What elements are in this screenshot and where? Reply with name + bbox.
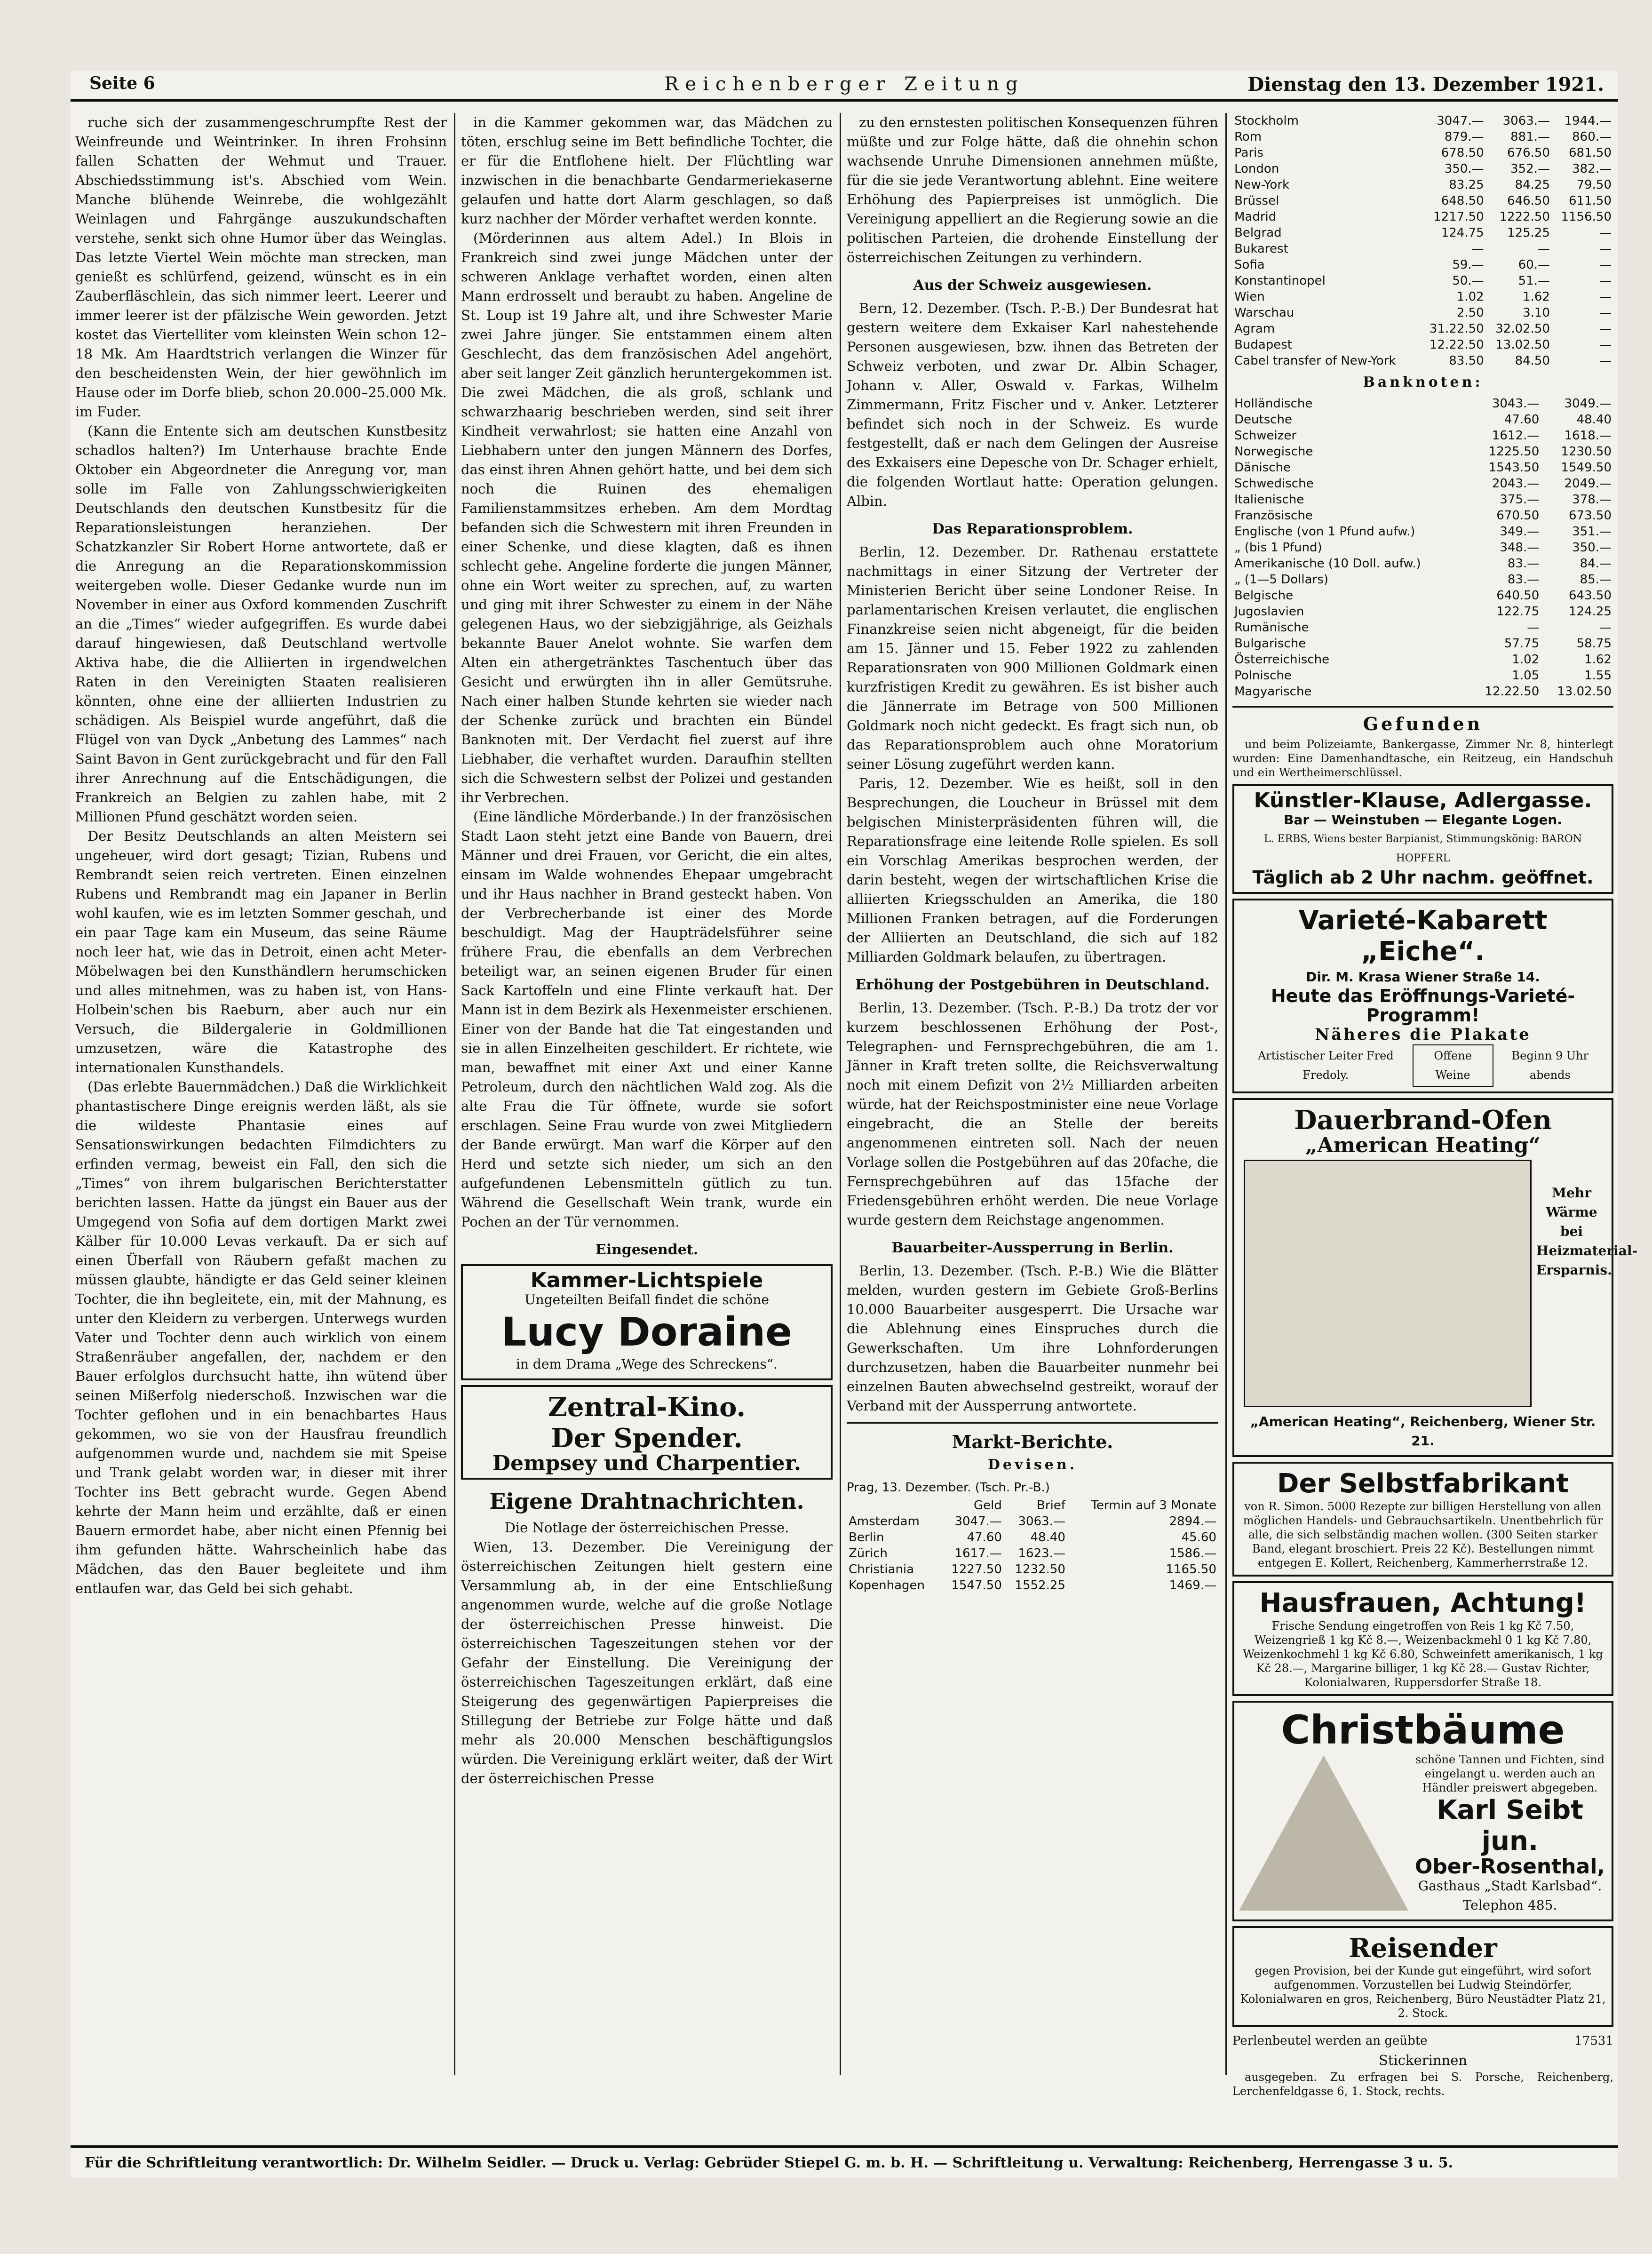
ad-body — [1239, 1752, 1607, 1915]
ad-title: Reisender — [1349, 1933, 1497, 1964]
article-text: ruche sich der zusammengeschrumpfte Rest der Weinfreunde und Weintrinker. In ihren Frohsinn fallen Schatten der Wehmut und Trauer. Abschiedsstimmung ist's. Abschied vom Wein. Manche blühende Weinrebe, die wohlgezählt Weinlagen und Fahrgänge auszukundschaften verstehe, senkt sich ohne Humor über das Weinglas. Das letzte Viertel Wein möchte man strecken, man genießt es schlürfend, geizend, wünscht es in ein Zauberfläschlein, das sich nimmer leert. Leerer und immer leerer ist der pfälzische Wein geworden. Jetzt kostet das Viertelliter vom kleinsten Wein schon 12–18 Mk. Am Haardtstrich verlangen die Winzer für den bescheidensten Wein, der hier gewöhnlich im Hause oder im Dorfe blieb, schon 20.000–25.000 Mk. im Fuder. — [75, 114, 447, 420]
found-text: und beim Polizeiamte, Bankergasse, Zimmer Nr. 8, hinterlegt wurden: Eine Damenhandtasche, ein Reitzeug, ein Handschuh und ein Wertheimerschlüssel. — [1232, 738, 1613, 779]
ad-subline: Ungeteilten Beifall findet die schöne — [524, 1292, 769, 1307]
article-text: Der Besitz Deutschlands an alten Meistern sei ungeheuer, wird dort gesagt; Tizian, Rubens und Rembrandt seien reich vertreten. Einen einzelnen Rubens und Rembrandt mag ein Japaner in Berlin wohl kaufen, wie es im letzten Sommer geschah, und ein paar Tage kam ein Museum, das seine Räume noch leer hat, wie das in Detroit, einen acht Meter-Möbelwagen bei den Kunsthändlern herumschicken und alles mitnehmen, was zu haben ist, von Hans-Holbein'schen bis Raeburn, aber auch nur ein Versuch, die Bildergalerie in Goldmillionen umzusetzen, wäre die Katastrophe des internationalen Kunsthandels. — [75, 828, 447, 1075]
ad-line: Perlenbeutel werden an geübte — [1232, 2034, 1428, 2048]
page-footer: Für die Schriftleitung verantwortlich: Dr. Wilhelm Seidler. — Druck u. Verlag: Gebrüder Stiepel G. m. b. H. — Schriftleitung u. Verwaltung: Reichenberg, Herrengasse 3 u. 5. — [71, 2145, 1618, 2178]
table-row: Madrid 1217.50 1222.50 1156.50 — [1234, 210, 1612, 224]
article-text: Bern, 12. Dezember. (Tsch. P.-B.) Der Bundesrat hat gestern weitere dem Exkaiser Karl nahestehende Personen ausgewiesen, bzw. ihnen das Betreten der Schweiz verboten, und zwar Dr. Albin Schager, Johann v. Aller, Oswald v. Farkas, Wilhelm Zimmermann, Fritz Fischer und v. Anker. Letzterer befindet sich noch in der Schweiz. Es wurde festgestellt, daß er nach dem Gelingen der Ausreise des Exkaisers eine Depesche von Dr. Schager erhielt, die folgenden Wortlaut hatte: Operation gelungen. Albin. — [847, 300, 1218, 509]
ad-title: Der Selbstfabrikant — [1277, 1468, 1569, 1499]
cinema-ad — [461, 1264, 833, 1380]
ad-place: Ober-Rosenthal, — [1414, 1855, 1605, 1879]
table-row: New-York 83.25 84.25 79.50 — [1234, 178, 1612, 192]
ad-address: Gasthaus „Stadt Karlsbad“. Telephon 485. — [1418, 1878, 1602, 1913]
ad-side: Mehr Wärme bei Heizmaterial-Ersparnis. — [1536, 1185, 1638, 1278]
ad-more: Näheres die Plakate — [1315, 1025, 1531, 1044]
newspaper-page — [71, 71, 1638, 2178]
ad-badge: Offene Weine — [1413, 1044, 1493, 1087]
ad-text: gegen Provision, bei der Kunde gut eingeführt, wird sofort aufgenommen. Vorzustellen bei Ludwig Steindörfer, Kolonialwaren en gros, Reichenberg, Büro Neustädter Platz 21, 2. Stock. — [1240, 1964, 1606, 2020]
page-number: Seite 6 — [89, 73, 155, 93]
masthead: Reichenberger Zeitung — [664, 73, 1025, 95]
ad-text: ausgegeben. Zu erfragen bei S. Porsche, Reichenberg, Lerchenfeldgasse 6, 1. Stock, rechts. — [1232, 2071, 1613, 2098]
table-row: Französische 670.50 673.50 — [1234, 509, 1612, 523]
cinema-name: Kammer-Lichtspiele — [530, 1268, 763, 1292]
col-header: Brief — [1037, 1498, 1065, 1513]
ad-title: Stickerinnen — [1378, 2052, 1468, 2068]
table-row: Deutsche 47.60 48.40 — [1234, 413, 1612, 427]
table-row: Österreichische 1.02 1.62 — [1234, 653, 1612, 667]
article-text: in die Kammer gekommen war, das Mädchen zu töten, erschlug seine im Bett befindliche Tochter, die er für die Entflohene hielt. Der Flüchtling war inzwischen in die benachbarte Gendarmeriekaserne gelaufen und hatte dort Alarm geschlagen, so daß kurz nachher der Mörder verhaftet werden konnte. — [461, 114, 833, 227]
table-row: Bukarest — — — — [1234, 242, 1612, 256]
table-row: Brüssel 648.50 646.50 611.50 — [1234, 194, 1612, 208]
column-1 — [75, 113, 447, 2079]
table-row: Magyarische 12.22.50 13.02.50 — [1234, 685, 1612, 699]
exchange-table — [1232, 113, 1613, 369]
table-row: Belgische 640.50 643.50 — [1234, 589, 1612, 603]
table-row: Holländische 3043.— 3049.— — [1234, 397, 1612, 411]
stove-illustration — [1244, 1160, 1532, 1407]
table-row: Warschau 2.50 3.10 — — [1234, 306, 1612, 320]
ad-title: Dauerbrand-Ofen — [1294, 1105, 1552, 1136]
table-row: Englische (von 1 Pfund aufw.) 349.— 351.— — [1234, 525, 1612, 539]
ad-line: L. ERBS, Wiens bester Barpianist, Stimmungskönig: BARON HOPFERL — [1263, 833, 1582, 864]
article-text: Paris, 12. Dezember. Wie es heißt, soll in den Besprechungen, die Loucheur in Brüssel mit dem belgischen Ministerpräsidenten führen will, die Reparationsfrage eine leitende Rolle spielen. Es soll ein Vorschlag Amerikas besprochen werden, der darin besteht, wegen der wirtschaftlichen Krise die alliierten Kriegsschulden an Amerika, die 180 Millionen Franken betragen, auf die Forderungen der Alliierten an Deutschland, die sich auf 182 Milliarden Goldmark belaufen, zu übertragen. — [847, 775, 1218, 965]
col-header: Geld — [974, 1498, 1002, 1513]
article-text: Berlin, 12. Dezember. Dr. Rathenau erstattete nachmittags in einer Sitzung der Vertreter der Ministerien Bericht über seine Londoner Reise. In parlamentarischen Kreisen verlautet, die englischen Finanzkreise seien nicht abgeneigt, für die beiden am 15. Jänner und 15. Feber 1922 zu zahlenden Reparationsraten von 900 Millionen Goldmark einen kurzfristigen Kredit zu gewähren. Es ist bisher auch die Jännerrate im Betrage von 500 Millionen Goldmark noch nicht gedeckt. Es fragt sich nun, ob das Reparationsproblem auch ohne Moratorium seiner Lösung zugeführt werden kann. — [847, 544, 1218, 772]
banknotes-title: Banknoten: — [1363, 374, 1483, 390]
table-row: Belgrad 124.75 125.25 — — [1234, 226, 1612, 240]
devisen-table — [847, 1497, 1218, 1593]
col-header: Termin auf 3 Monate — [1091, 1498, 1216, 1513]
section-heading: Erhöhung der Postgebühren in Deutschland. — [855, 977, 1210, 993]
table-row: „ (bis 1 Pfund) 348.— 350.— — [1234, 541, 1612, 555]
ad-text: schöne Tannen und Fichten, sind eingelangt u. werden auch an Händler preiswert abgegeben. — [1415, 1753, 1605, 1794]
table-row: „ (1—5 Dollars) 83.— 85.— — [1234, 573, 1612, 587]
section-heading: Bauarbeiter-Aussperrung in Berlin. — [891, 1240, 1174, 1256]
table-row: Konstantinopel 50.— 51.— — — [1234, 274, 1612, 288]
devisen-title: Devisen. — [987, 1457, 1078, 1473]
stove-body — [1239, 1155, 1638, 1412]
table-row: Schweizer 1612.— 1618.— — [1234, 429, 1612, 443]
section-heading: Das Reparationsproblem. — [932, 521, 1133, 537]
tree-illustration — [1239, 1755, 1408, 1911]
market-title: Markt-Berichte. — [952, 1431, 1113, 1452]
table-row: Agram 31.22.50 32.02.50 — — [1234, 322, 1612, 336]
table-row: Amerikanische (10 Doll. aufw.) 83.— 84.— — [1234, 557, 1612, 571]
divider — [847, 1422, 1218, 1424]
article-text: Berlin, 13. Dezember. (Tsch. P.-B.) Da trotz der vor kurzem beschlossenen Erhöhung der Post-, Telegraphen- und Fernsprechgebühren, die am 1. Jänner in Kraft treten sollte, die Reichsverwaltung noch mit einem Defizit von 2½ Milliarden arbeiten würde, hat der Reichspostminister eine neue Vorlage eingebracht, die an Stelle der bereits angenommenen eintreten soll. Nach der neuen Vorlage sollen die Postgebühren auf das 20fache, die Fernsprechgebühren auf das 15fache der Friedensgebühren erhöht werden. Die neue Vorlage wurde gestern dem Reichstage angenommen. — [847, 1000, 1218, 1228]
table-row: Polnische 1.05 1.55 — [1234, 669, 1612, 683]
table-row: Sofia 59.— 60.— — — [1234, 258, 1612, 272]
table-row: Rumänische — — — [1234, 621, 1612, 635]
table-header-row — [847, 1497, 1218, 1513]
article-text: (Eine ländliche Mörderbande.) In der französischen Stadt Laon steht jetzt eine Bande von Bauern, drei Männer und drei Frauen, vor Gericht, die ein altes, einsam im Walde wohnendes Ehepaar umgebracht und ihr Haus nachher in Brand gesteckt haben. Von der Verbrecherbande ist einer des Morde beschuldigt. Mag der Haupträdelsführer seine frühere Frau, die ebenfalls an dem Verbrechen beteiligt war, an seinen eigenen Bruder für einen Sack Kartoffeln und eine Flinte verkauft hat. Der Mann ist in dem Bezirk als Hexenmeister erschienen. Einer von der Bande hat die Tat eingestanden und sie in allen Einzelheiten geschildert. Er richtete, wie man, bewaffnet mit einer Axt und einer Kanne Petroleum, durch den nächtlichen Wald zog. Als die alte Frau die Tür öffnete, wurde sie sofort erschlagen. Seine Frau wurde von zwei Mitgliedern der Bande erwürgt. Man warf die Körper auf den Herd und setzte sich nieder, um sich an den aufgefundenen Lebensmitteln gütlich zu tun. Während die Gesellschaft Wein trank, wurde ein Pochen an der Tür vernommen. — [461, 809, 833, 1230]
ad-open: Täglich ab 2 Uhr nachm. geöffnet. — [1252, 867, 1594, 888]
divider — [1232, 706, 1613, 708]
banknotes-table — [1232, 396, 1613, 700]
stickerinnen-ad — [1232, 2031, 1613, 2098]
ad-drama: in dem Drama „Wege des Schreckens“. — [516, 1356, 778, 1372]
article-text: Wien, 13. Dezember. Die Vereinigung der österreichischen Zeitungen hielt gestern eine Versammlung ab, in der eine Entschließung angenommen wurde, welche auf die große Notlage der österreichischen Presse hinweist. Die österreichischen Tageszeitungen stehen vor der Gefahr der Einstellung. Die Vereinigung der österreichischen Tageszeitungen erklärt, daß eine Steigerung des gegenwärtigen Papierpreises die Stillegung der Betriebe zur Folge hätte und daß mehr als 20.000 Menschen beschäftigungslos würden. Die Vereinigung erklärt weiter, daß der Wirt der österreichischen Presse — [461, 1539, 833, 1786]
table-row: Bulgarische 57.75 58.75 — [1234, 637, 1612, 651]
table-row: Stockholm 3047.— 3063.— 1944.— — [1234, 114, 1612, 128]
ad-title: Hausfrauen, Achtung! — [1259, 1588, 1587, 1618]
table-row: Schwedische 2043.— 2049.— — [1234, 477, 1612, 491]
table-row: Budapest 12.22.50 13.02.50 — — [1234, 338, 1612, 352]
variete-ad — [1232, 899, 1613, 1093]
ad-text: Frische Sendung eingetroffen von Reis 1 kg Kč 7.50, Weizengrieß 1 kg Kč 8.—, Weizenbackmehl 0 1 kg Kč 7.80, Weizenkochmehl 1 kg Kč 6.80, Schweinfett amerikanisch, 1 kg Kč 28.—, Margarine billiger, 1 kg Kč 28.— Gustav Richter, Kolonialwaren, Ruppersdorfer Straße 18. — [1243, 1619, 1603, 1689]
column-2 — [461, 113, 833, 2079]
film-title: Der Spender. — [551, 1423, 743, 1454]
table-row: Italienische 375.— 378.— — [1234, 493, 1612, 507]
ad-topline — [1232, 2031, 1613, 2051]
ad-subline: Dir. M. Krasa Wiener Straße 14. — [1306, 969, 1540, 985]
page-header — [71, 71, 1618, 102]
column-divider — [840, 113, 841, 2075]
section-heading: Aus der Schweiz ausgewiesen. — [913, 277, 1152, 294]
ad-name: Karl Seibt jun. — [1437, 1795, 1583, 1856]
hausfrauen-ad — [1232, 1581, 1613, 1696]
klause-ad — [1232, 784, 1613, 894]
issue-date: Dienstag den 13. Dezember 1921. — [1247, 73, 1604, 96]
cinema-ad — [461, 1385, 833, 1480]
table-row: Christiania 1227.50 1232.50 1165.50 — [849, 1562, 1216, 1577]
ad-title: Varieté-Kabarett „Eiche“. — [1298, 905, 1548, 967]
table-row: Wien 1.02 1.62 — — [1234, 290, 1612, 304]
column-4 — [1232, 113, 1638, 2098]
ad-subline: Dempsey und Charpentier. — [492, 1451, 802, 1475]
cinema-name: Zentral-Kino. — [548, 1392, 746, 1423]
table-row: Paris 678.50 676.50 681.50 — [1234, 146, 1612, 160]
selbst-ad — [1232, 1462, 1613, 1577]
stove-ad — [1232, 1098, 1638, 1457]
column-divider — [454, 113, 455, 2075]
ad-headline: Heute das Eröffnungs-Varieté-Programm! — [1271, 986, 1575, 1026]
prag-line: Prag, 13. Dezember. (Tsch. Pr.-B.) — [847, 1481, 1050, 1495]
table-row: Amsterdam 3047.— 3063.— 2894.— — [849, 1514, 1216, 1529]
ad-text: von R. Simon. 5000 Rezepte zur billigen Herstellung von allen möglichen Handels- und Gebrauchsartikeln. Unentbehrlich für alle, die sich selbständig machen wollen. (300 Seiten starker Band, elegant broschiert. Preis 22 Kč). Bestellungen nimmt entgegen E. Kollert, Reichenberg, Kammerherrstraße 12. — [1243, 1500, 1603, 1569]
ad-leader: Artistischer Leiter Fred Fredoly. — [1257, 1049, 1394, 1082]
table-row: Dänische 1543.50 1549.50 — [1234, 461, 1612, 475]
ad-footer-row — [1239, 1044, 1607, 1087]
ad-title: Christbäume — [1281, 1707, 1565, 1753]
column-3 — [847, 113, 1218, 2079]
table-row: Berlin 47.60 48.40 45.60 — [849, 1530, 1216, 1545]
article-text: zu den ernstesten politischen Konsequenzen führen müßte und zur Folge hätte, daß die ohnehin schon wachsende Unruhe Dimensionen annehmen müßte, für die sie jede Verantwortung ablehnt. Eine weitere Erhöhung des Papierpreises ist unmöglich. Die Vereinigung appelliert an die Regierung sowie an die politischen Parteien, die drohende Einstellung der österreichischen Zeitungen zu verhindern. — [847, 114, 1218, 265]
section-heading: Eigene Drahtnachrichten. — [489, 1489, 804, 1514]
table-row: Kopenhagen 1547.50 1552.25 1469.— — [849, 1578, 1216, 1593]
table-row: Zürich 1617.— 1623.— 1586.— — [849, 1546, 1216, 1561]
subheading: Die Notlage der österreichischen Presse. — [504, 1520, 789, 1536]
article-text: Berlin, 13. Dezember. (Tsch. P.-B.) Wie die Blätter melden, wurden gestern im Gebiete Groß-Berlins 10.000 Bauarbeiter ausgesperrt. Die Ursache war die Ablehnung eines Einspruches durch die Gewerkschaften. Um ihre Lohnforderungen durchzusetzen, haben die Bauarbeiter nunmehr bei einzelnen Bauten abwechselnd gestreikt, worauf der Verband mit der Aussperrung antwortete. — [847, 1263, 1218, 1414]
ad-title: Künstler-Klause, Adlergasse. — [1254, 789, 1592, 812]
table-row: Norwegische 1225.50 1230.50 — [1234, 445, 1612, 459]
table-row: Jugoslavien 122.75 124.25 — [1234, 605, 1612, 619]
article-text: (Kann die Entente sich am deutschen Kunstbesitz schadlos halten?) Im Unterhause brachte Ende Oktober ein Abgeordneter die Anregung vor, man solle im Falle von Zahlungsschwierigkeiten Deutschlands den deutschen Kunstbesitz für die Reparationsleistungen heranziehen. Der Schatzkanzler Sir Robert Horne antwortete, daß er die Anregung an die Reparationskommission weitergeben wolle. Dieser Gedanke wurde nun im November in einer aus Oxford kommenden Zuschrift an die „Times“ wieder aufgegriffen. Es wurde dabei darauf hingewiesen, daß Deutschland wertvolle Aktiva habe, die die Alliierten in irgendwelchen Raten in den Vereinigten Staaten realisieren könnten, ohne eine der alliierten Industrien zu schädigen. Als Beispiel wurde angeführt, daß die Flügel von van Dyck „Anbetung des Lammes“ nach Saint Bavon in Gent zurückgebracht und für den Fall ihrer Anrechnung auf die Entschädigungen, die Frankreich an Belgien zu zahlen habe, mit 2 Millionen Pfund geschätzt worden seien. — [75, 423, 447, 825]
ad-number: 17531 — [1574, 2034, 1613, 2048]
table-row: London 350.— 352.— 382.— — [1234, 162, 1612, 176]
ad-body-text — [1408, 1752, 1607, 1915]
ad-brand: „American Heating“ — [1305, 1133, 1541, 1157]
article-text: (Das erlebte Bauernmädchen.) Daß die Wirklichkeit phantastischere Dinge ereignis werden läßt, als sie die wildeste Phantasie eines auf Sensationswirkungen bedachten Filmdichters zu erfinden vermag, beweist ein Fall, den sich die „Times“ von ihrem bulgarischen Berichterstatter berichten lassen. Hatte da jüngst ein Bauer aus der Umgegend von Sofia auf dem dortigen Markt zwei Kälber für 10.000 Levas verkauft. Da er sich auf einen Überfall von Räubern gefaßt machen zu müssen glaubte, händigte er das Geld seiner kleinen Tochter, die ihn begleitete, ein, mit der Mahnung, es unter den Kleidern zu verbergen. Unterwegs wurden Vater und Tochter denn auch wirklich von einem Straßenräuber angefallen, der, nachdem er den Bauer erfolglos durchsucht hatte, ihn wütend über seinen Mißerfolg niederschoß. Inzwischen war die Tochter geflohen und in ein benachbartes Haus gekommen, wo sie von der Hausfrau freundlich aufgenommen wurde und, nachdem sie mit Speise und Trank gelabt worden war, in dieser mit ihrer Tochter ins Bett gebracht wurde. Gegen Abend kehrte der Mann heim und erzählte, daß er einen Bauern ermordet habe, aber nicht einen Pfennig bei ihm gefunden hätte. Wahrscheinlich habe das Mädchen, das den Bauer begleitete und ihm entlaufen war, das Geld bei sich gehabt. — [75, 1079, 447, 1596]
ad-footer: „American Heating“, Reichenberg, Wiener Str. 21. — [1250, 1414, 1596, 1449]
christbaum-ad — [1232, 1701, 1613, 1921]
actress-name: Lucy Doraine — [501, 1309, 793, 1355]
section-heading: Eingesendet. — [595, 1242, 699, 1258]
column-divider — [1225, 113, 1227, 2075]
ad-begin: Beginn 9 Uhr abends — [1511, 1049, 1589, 1082]
reisender-ad — [1232, 1926, 1613, 2027]
found-title: Gefunden — [1363, 713, 1483, 734]
ad-subline: Bar — Weinstuben — Elegante Logen. — [1284, 812, 1562, 828]
article-text: (Mörderinnen aus altem Adel.) In Blois in Frankreich sind zwei junge Mädchen unter der schweren Anklage verhaftet worden, einen alten Mann erdrosselt und beraubt zu haben. Angeline de St. Loup ist 19 Jahre alt, und ihre Schwester Marie zwei Jahre jünger. Sie entstammen einem alten Geschlecht, das dem französischen Adel angehört, aber seit langer Zeit gänzlich heruntergekommen ist. Die zwei Mädchen, die als groß, schlank und schwarzhaarig beschrieben werden, sind seit ihrer Kindheit verwahrlost; sie hatten eine Anzahl von Liebhabern unter den jungen Männern des Dorfes, das einst ihren Ahnen gehört hatte, und bei dem sich noch die Ruinen des ehemaligen Familienstammsitzes erheben. Am dem Mordtag befanden sich die Schwestern mit ihren Freunden in einer Schenke, und diese klagten, daß es ihnen schlecht gehe. Angeline forderte die jungen Männer, ohne ein Wort weiter zu sprechen, auf, zu warten und ging mit ihrer Schwester zu einem in der Nähe gelegenen Haus, wo der siebzigjährige, als Geizhals bekannte Bauer Anelot wohnte. Sie warfen dem Alten ein athergetränktes Taschentuch über das Gesicht und erwürgten ihn in aller Gemütsruhe. Nach einer halben Stunde kehrten sie wieder nach der Schenke zurück und brachten ein Bündel Banknoten mit. Der Verdacht fiel zuerst auf ihre Liebhaber, die verhaftet wurden. Daraufhin stellten sich die Schwestern selbst der Polizei und gestanden ihr Verbrechen. — [461, 230, 833, 805]
table-row: Rom 879.— 881.— 860.— — [1234, 130, 1612, 144]
table-row: Cabel transfer of New-York 83.50 84.50 — — [1234, 354, 1612, 368]
